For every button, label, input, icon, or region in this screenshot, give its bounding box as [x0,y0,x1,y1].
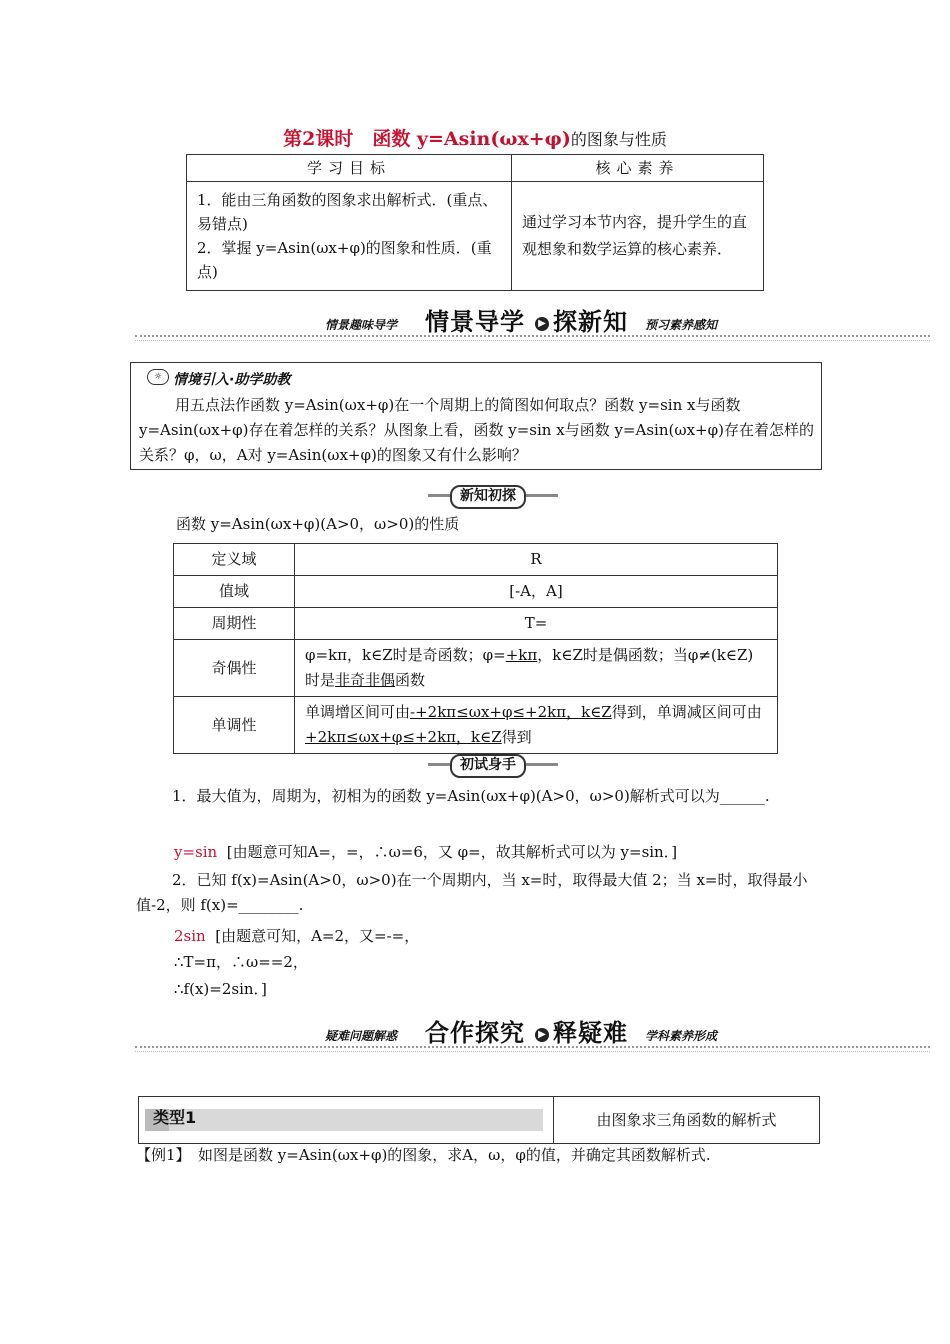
practice-pill [428,754,558,774]
row-value: [-A，A] [295,576,778,608]
properties-table [173,543,778,754]
goal-1: 1．能由三角函数的图象求出解析式．(重点、易错点) [197,191,498,233]
property-caption: 函数 y=Asin(ωx+φ)(A>0，ω>0)的性质 [176,515,460,533]
row-name: 奇偶性 [174,640,295,697]
banner2-big-a: 合作探究 [425,1019,525,1047]
row-name: 周期性 [174,608,295,640]
question-2: 2．已知 f(x)=Asin(A>0，ω>0)在一个周期内，当 x=时，取得最大值 2；当 x=时，取得最小值-2，则 f(x)=________. [136,871,808,914]
arrow-icon: ▶ [535,317,549,331]
goals-left-cell [187,182,512,291]
type-1-label: 类型1 [153,1108,197,1127]
mono-text-a: 单调增区间可由 [305,703,411,721]
row-value: R [295,544,778,576]
answer-1-text: [由题意可知A=，=，∴ω=6，又 φ=，故其解析式可以为 y=sin．] [226,843,678,861]
answer-2 [174,924,419,949]
intro-text: 用五点法作函数 y=Asin(ωx+φ)在一个周期上的简图如何取点？函数 y=sin x与函数 y=Asin(ωx+φ)存在着怎样的关系？从图象上看，函数 y=sin x与函数 y=Asin(ωx+φ)存在着怎样的关系？φ，ω，A对 y=Asin(ωx+φ)的图象又有什么影响？ [139,396,814,464]
row-name: 值域 [174,576,295,608]
section-banner-1 [135,303,930,339]
parity-text-c: ，k∈Z时是偶函数；当φ≠(k∈Z)时是 [305,646,754,689]
row-value [295,697,778,754]
banner2-right-small: 学科素养形成 [645,1029,718,1043]
type-1-box [138,1096,820,1144]
page-title [0,124,950,151]
example-1: 【例1】 如图是函数 y=Asin(ωx+φ)的图象，求A，ω，φ的值，并确定其函数解析式. [136,1146,711,1164]
parity-text-b: +kπ [505,646,538,664]
parity-text-d: 非奇非偶 [335,671,396,689]
mono-text-d: +2kπ≤ωx+φ≤+2kπ，k∈Z [305,728,502,746]
guide-icon: ☼ [147,369,169,385]
section-banner-2 [135,1014,930,1050]
mono-text-b: -+2kπ≤ωx+φ≤+2kπ，k∈Z [410,703,612,721]
type-1-title: 由图象求三角函数的解析式 [596,1111,777,1129]
mono-text-e: 得到 [501,728,532,746]
arrow-icon: ▶ [535,1028,549,1042]
practice-tag: 初试身手 [450,754,526,778]
answer-2-line1: [由题意可知，A=2，又=-=， [215,927,420,945]
row-name: 单调性 [174,697,295,754]
banner2-big-b: 释疑难 [553,1019,628,1047]
new-knowledge-pill [428,485,558,505]
goals-header-left: 学习目标 [187,155,512,182]
mono-text-c: 得到，单调减区间可由 [611,703,762,721]
parity-text-e: 函数 [395,671,426,689]
banner1-right-small: 预习素养感知 [645,318,718,332]
question-1-blank: ______. [719,787,770,805]
question-1 [136,784,816,809]
intro-label: 情境引入·助学助教 [173,372,291,388]
goals-header-right: 核心素养 [512,155,764,182]
question-1-text: 1．最大值为，周期为，初相为的函数 y=Asin(ωx+φ)(A>0，ω>0)解析式可以为 [172,787,720,805]
intro-box [130,362,822,470]
answer-2-red: 2sin [174,927,206,945]
banner1-left-small: 情景趣味导学 [325,318,398,332]
row-value: T= [295,608,778,640]
answer-2-line2: ∴T=π，∴ω==2， [174,953,308,971]
row-value [295,640,778,697]
banner2-left-small: 疑难问题解惑 [325,1029,398,1043]
row-name: 定义域 [174,544,295,576]
title-rest: 的图象与性质 [570,130,667,149]
goals-right-cell: 通过学习本节内容，提升学生的直观想象和数学运算的核心素养． [512,182,764,291]
new-knowledge-tag: 新知初探 [450,485,526,509]
answer-1 [174,840,677,865]
goals-table [186,154,764,291]
banner1-big-b: 探新知 [553,308,628,336]
parity-text-a: φ=kπ，k∈Z时是奇函数；φ= [305,646,506,664]
goal-2: 2．掌握 y=Asin(ωx+φ)的图象和性质．(重点) [197,239,492,281]
answer-1-red: y=sin [174,843,218,861]
answer-2-line3: ∴f(x)=2sin．] [174,980,267,998]
title-main: 第2课时 函数 y=Asin(ωx+φ) [283,128,571,150]
banner1-big-a: 情景导学 [425,308,525,336]
